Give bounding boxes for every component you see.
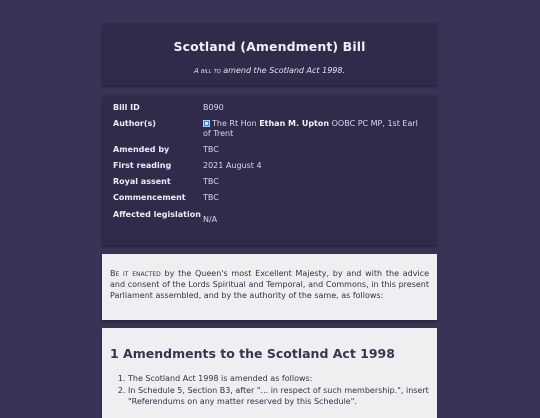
author-name[interactable]: Ethan M. Upton <box>259 119 330 128</box>
bill-id-value: B090 <box>203 103 224 112</box>
amendment-list <box>110 373 429 407</box>
flag-icon <box>203 120 210 127</box>
affected-legislation-value: N/A <box>203 215 218 224</box>
author-prefix: The Rt Hon <box>212 119 257 128</box>
affected-legislation-label: Affected legislation <box>113 210 201 219</box>
author-suffix: OOBC PC MP, 1st Earl of Trent <box>203 119 418 138</box>
info-row-first-reading <box>113 161 427 171</box>
subtitle-rest: amend the Scotland Act 1998. <box>223 66 346 75</box>
list-item: 2. In Schedule 5, Section B3, after "... in respect of such membership.", insert "Referendums on any matter reserved by this Schedule". <box>128 385 429 407</box>
authors-value <box>203 119 427 139</box>
section-heading: 1 Amendments to the Scotland Act 1998 <box>110 346 395 361</box>
amended-by-label: Amended by <box>113 145 170 154</box>
bill-subtitle <box>102 66 437 75</box>
bill-id-label: Bill ID <box>113 103 140 112</box>
info-row-bill-id <box>113 103 427 113</box>
first-reading-label: First reading <box>113 161 172 170</box>
commencement-value: TBC <box>203 193 219 202</box>
subtitle-lead: A bill to <box>193 67 221 75</box>
authors-label: Author(s) <box>113 119 156 128</box>
enacting-lead: Be it enacted <box>110 269 161 278</box>
royal-assent-value: TBC <box>203 177 219 186</box>
bill-title: Scotland (Amendment) Bill <box>173 39 366 54</box>
enacting-formula <box>102 254 437 320</box>
info-row-authors <box>113 119 427 139</box>
commencement-label: Commencement <box>113 193 186 202</box>
list-item: 1. The Scotland Act 1998 is amended as follows: <box>128 373 429 384</box>
info-row-amended-by <box>113 145 427 155</box>
royal-assent-label: Royal assent <box>113 177 171 186</box>
enacting-text: by the Queen's most Excellent Majesty, by and with the advice and consent of the Lords Spiritual and Temporal, and Commons, in this present Parliament assembled, and by the authority of the same, as follows: <box>110 269 430 300</box>
info-row-affected-legislation <box>113 209 427 225</box>
first-reading-value: 2021 August 4 <box>203 161 262 170</box>
amended-by-value: TBC <box>203 145 219 154</box>
bill-info-table <box>102 95 437 245</box>
info-row-commencement <box>113 193 427 203</box>
info-row-royal-assent <box>113 177 427 187</box>
title-card <box>102 23 437 85</box>
